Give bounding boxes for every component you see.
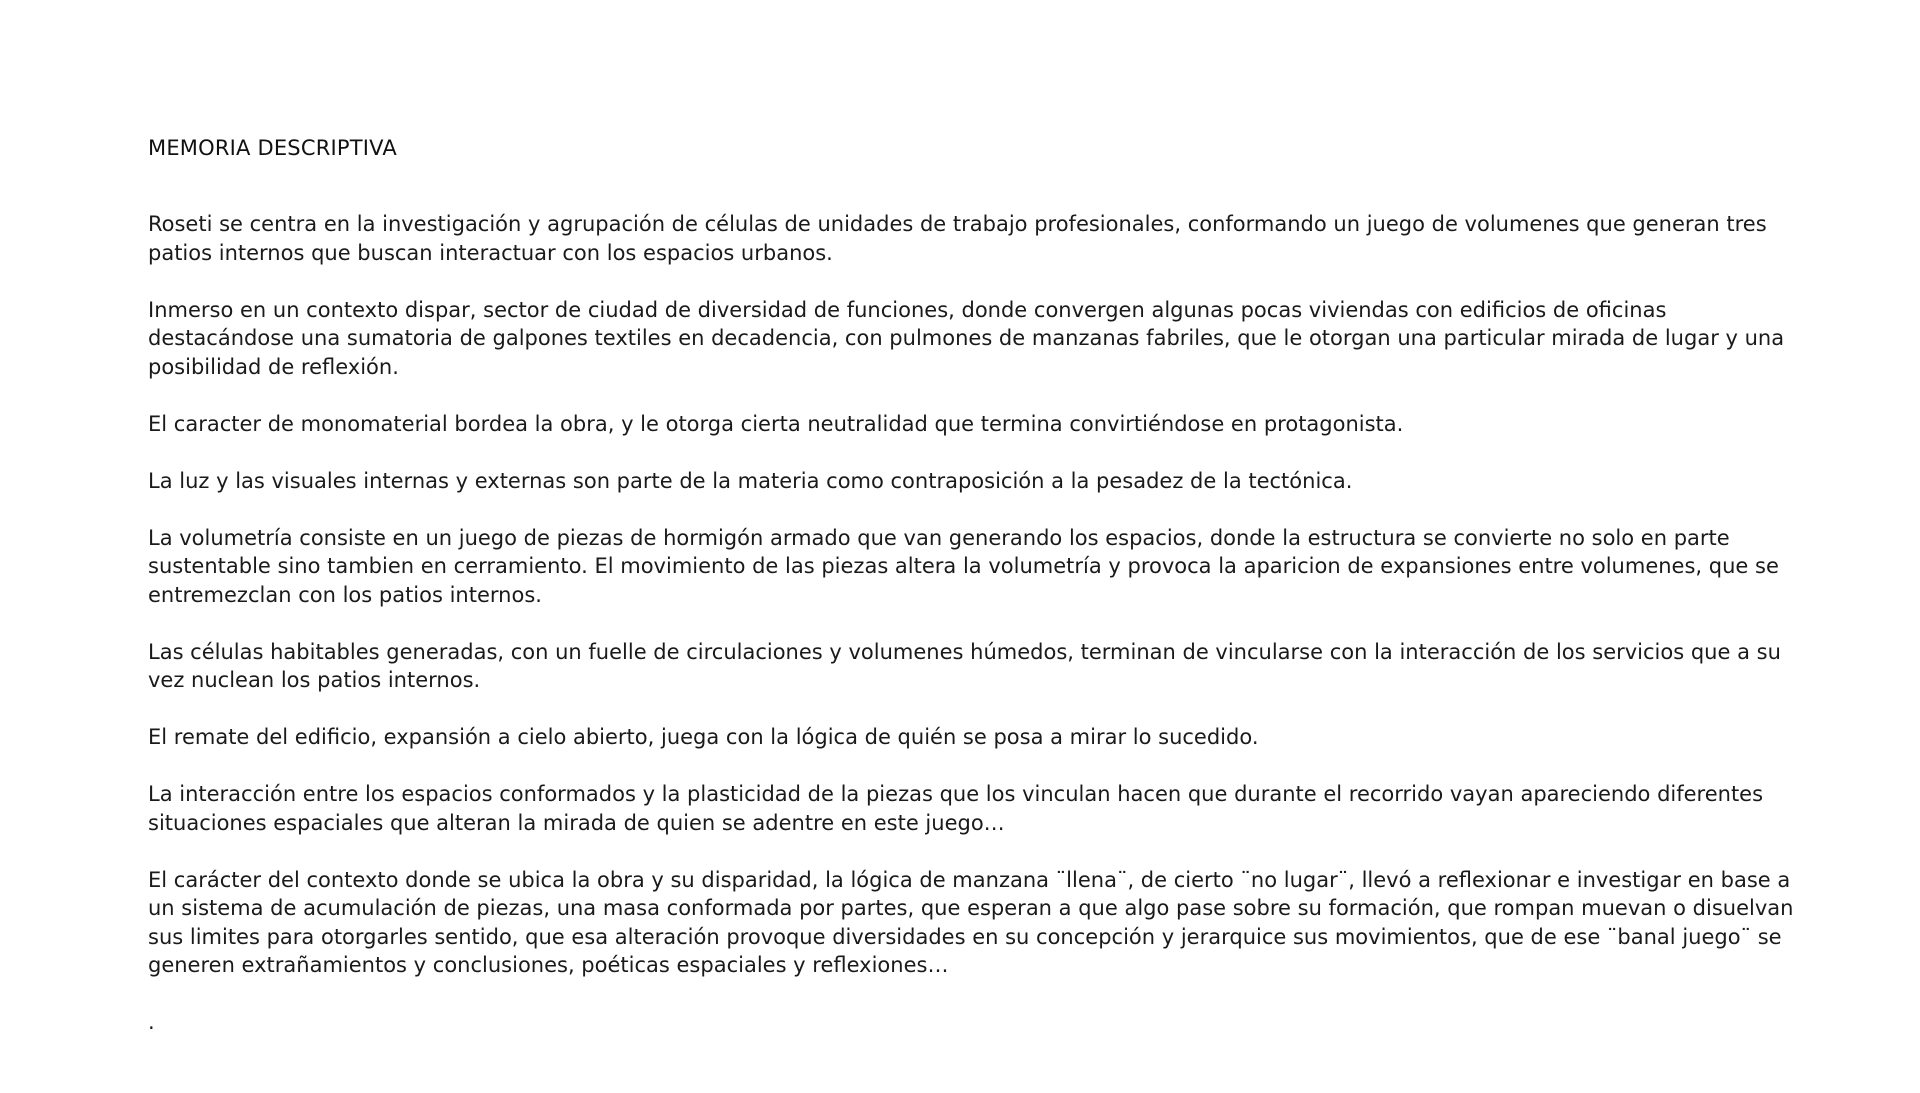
paragraph-7: El remate del edificio, expansión a cielo abierto, juega con la lógica de quién se posa a mirar lo sucedido. [148, 725, 1259, 749]
paragraph-1: Roseti se centra en la investigación y agrupación de células de unidades de trabajo profesionales, conformando un juego de volumenes que generan tres patios internos que buscan interactuar con los espacios urbanos. [148, 212, 1767, 265]
paragraph-6: Las células habitables generadas, con un fuelle de circulaciones y volumenes húmedos, terminan de vincularse con la interacción de los servicios que a su vez nuclean los patios internos. [148, 639, 1781, 692]
paragraph-8: La interacción entre los espacios conformados y la plasticidad de la piezas que los vinculan hacen que durante el recorrido vayan apareciendo diferentes situaciones espaciales que alteran la mirada de quien se adentre en este juego… [148, 782, 1764, 835]
paragraph-3: El caracter de monomaterial bordea la obra, y le otorga cierta neutralidad que termina convirtiéndose en protagonista. [148, 411, 1404, 436]
paragraph-9: El carácter del contexto donde se ubica la obra y su disparidad, la lógica de manzana ¨llena¨, de cierto ¨no lugar¨, llevó a reflexionar e investigar en base a un sistema de acumulación de piezas, una masa conformada por partes, que esperan a que algo pase sobre su formación, que rompan muevan o disuelvan sus limites para otorgarles sentido, que esa alteración provoque diversidades en su concepción y jerarquice sus movimientos, que de ese ¨banal juego¨ se generen extrañamientos y conclusiones, poéticas espaciales y reflexiones… [148, 867, 1794, 977]
document-title: MEMORIA DESCRIPTIVA [148, 136, 397, 160]
paragraph-4: La luz y las visuales internas y externas son parte de la materia como contraposición a la pesadez de la tectónica. [148, 468, 1353, 493]
paragraph-2: Inmerso en un contexto dispar, sector de ciudad de diversidad de funciones, donde convergen algunas pocas viviendas con edificios de oficinas destacándose una sumatoria de galpones textiles en decadencia, con pulmones de manzanas fabriles, que le otorgan una particular mirada de lugar y una posibilidad de reflexión. [148, 297, 1785, 379]
paragraph-5: La volumetría consiste en un juego de piezas de hormigón armado que van generando los espacios, donde la estructura se convierte no solo en parte sustentable sino tambien en cerramiento. El movimiento de las piezas altera la volumetría y provoca la aparicion de expansiones entre volumenes, que se entremezclan con los patios internos. [148, 525, 1779, 607]
trailing-dot: . [148, 1010, 155, 1034]
document-page [148, 136, 1798, 1037]
